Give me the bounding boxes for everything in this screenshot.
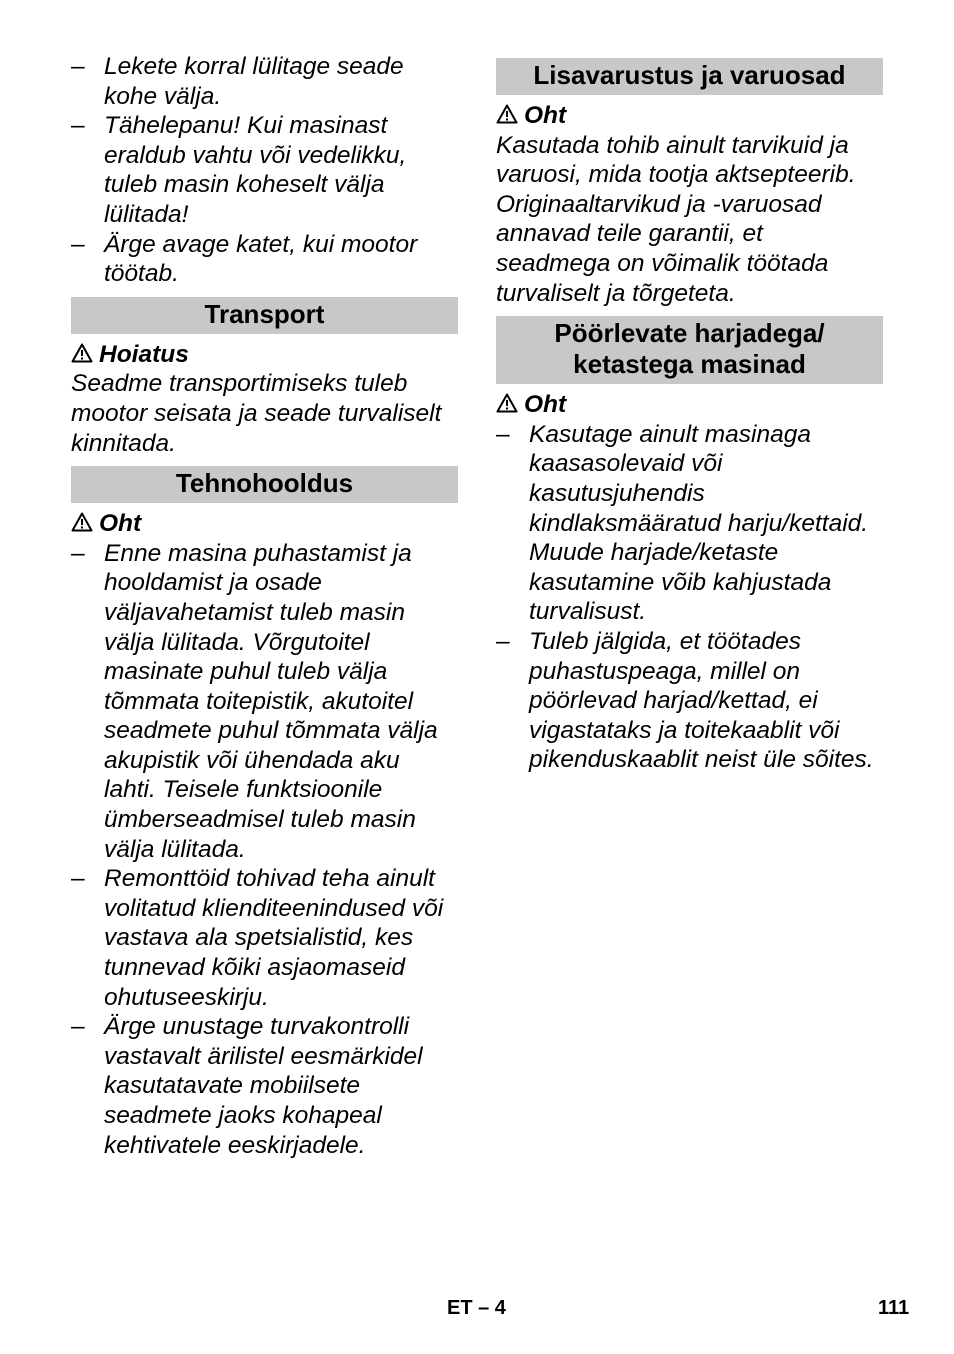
warning-label [496,390,883,420]
list-dash: – [496,420,510,448]
warning-triangle-icon [71,343,93,363]
page-number: 111 [878,1297,910,1319]
warning-label-text: Hoiatus [99,340,189,368]
warning-triangle-icon [71,512,93,532]
warning-label [71,509,458,539]
list-item-text: Ärge avage katet, kui mootor töötab. [104,230,418,288]
warning-label [71,340,458,370]
right-column [496,52,883,775]
section-heading-maintenance: Tehnohooldus [71,466,458,503]
list-item [71,111,458,229]
brushes-list [496,420,883,775]
list-item-text: Tähelepanu! Kui masinast eraldub vahtu või vedelikku, tuleb masin koheselt välja lülitada! [104,112,407,228]
list-item [71,539,458,865]
intro-list [71,52,458,289]
list-dash: – [71,1013,85,1041]
section-heading-transport: Transport [71,297,458,334]
list-item-text: Kasutage ainult masinaga kaasasolevaid või kasutusjuhendis kindlaksmääratud harju/kettaid. Muude harjade/ketaste kasutamine võib kahjustada turvalisust. [529,420,869,626]
list-item-text: Enne masina puhastamist ja hooldamist ja osade väljavahetamist tuleb masin välja lülitada. Võrgutoitel masinate puhul tuleb välja tõmmata toitepistik, akutoitel seadmete puhul tõmmata välja akupistik või ühendada aku lahti. Teisele funktsioonile ümberseadmisel tuleb masin välja lülitada. [104,539,438,863]
list-dash: – [71,53,85,80]
warning-label-text: Oht [99,510,142,538]
list-item-text: Tuleb jälgida, et töötades puhastuspeaga, millel on pöörlevad harjad/kettad, ei vigastataks ja toitekaablit või pikenduskaablit neist üle sõites. [529,627,874,774]
list-item-text: Ärge unustage turvakontrolli vastavalt ärilistel eesmärkidel kasutatavate mobiilsete seadmete jaoks kohapeal kehtivatele eeskirjadele. [104,1013,423,1159]
list-item [71,230,458,289]
left-column [71,52,458,1160]
warning-label-text: Oht [524,102,567,129]
list-item [496,420,883,627]
transport-text: Seadme transportimiseks tuleb mootor seisata ja seade turvaliselt kinnitada. [71,370,442,457]
warning-label-text: Oht [524,391,567,419]
list-dash: – [496,627,510,655]
section-heading-accessories: Lisavarustus ja varuosad [496,58,883,95]
list-dash: – [71,112,85,140]
list-item [496,627,883,775]
maintenance-list [71,539,458,1160]
list-dash: – [71,230,85,258]
warning-label [496,101,883,131]
list-item [71,1012,458,1160]
list-dash: – [71,539,85,567]
footer-label: ET – 4 [447,1297,506,1319]
list-item [71,864,458,1012]
list-item-text: Remonttöid tohivad teha ainult volitatud klienditeenindused või vastava ala spetsialistid, kes tunnevad kõiki asjaomaseid ohutuseeskirju. [104,865,444,1011]
heading-line: ketastega masinad [573,349,806,380]
accessories-text: Kasutada tohib ainult tarvikuid ja varuosi, mida tootja aktsepteerib. Originaaltarvikud ja -varuosad annavad teile garantii, et seadmega on võimalik töötada turvaliselt ja tõrgeteta. [496,131,856,307]
warning-triangle-icon [496,104,518,124]
warning-triangle-icon [496,393,518,413]
list-item [71,52,458,111]
heading-line: Pöörlevate harjadega/ [554,318,825,349]
list-dash: – [71,865,85,893]
list-item-text: Lekete korral lülitage seade kohe välja. [104,53,404,110]
section-heading-brushes [496,316,883,384]
